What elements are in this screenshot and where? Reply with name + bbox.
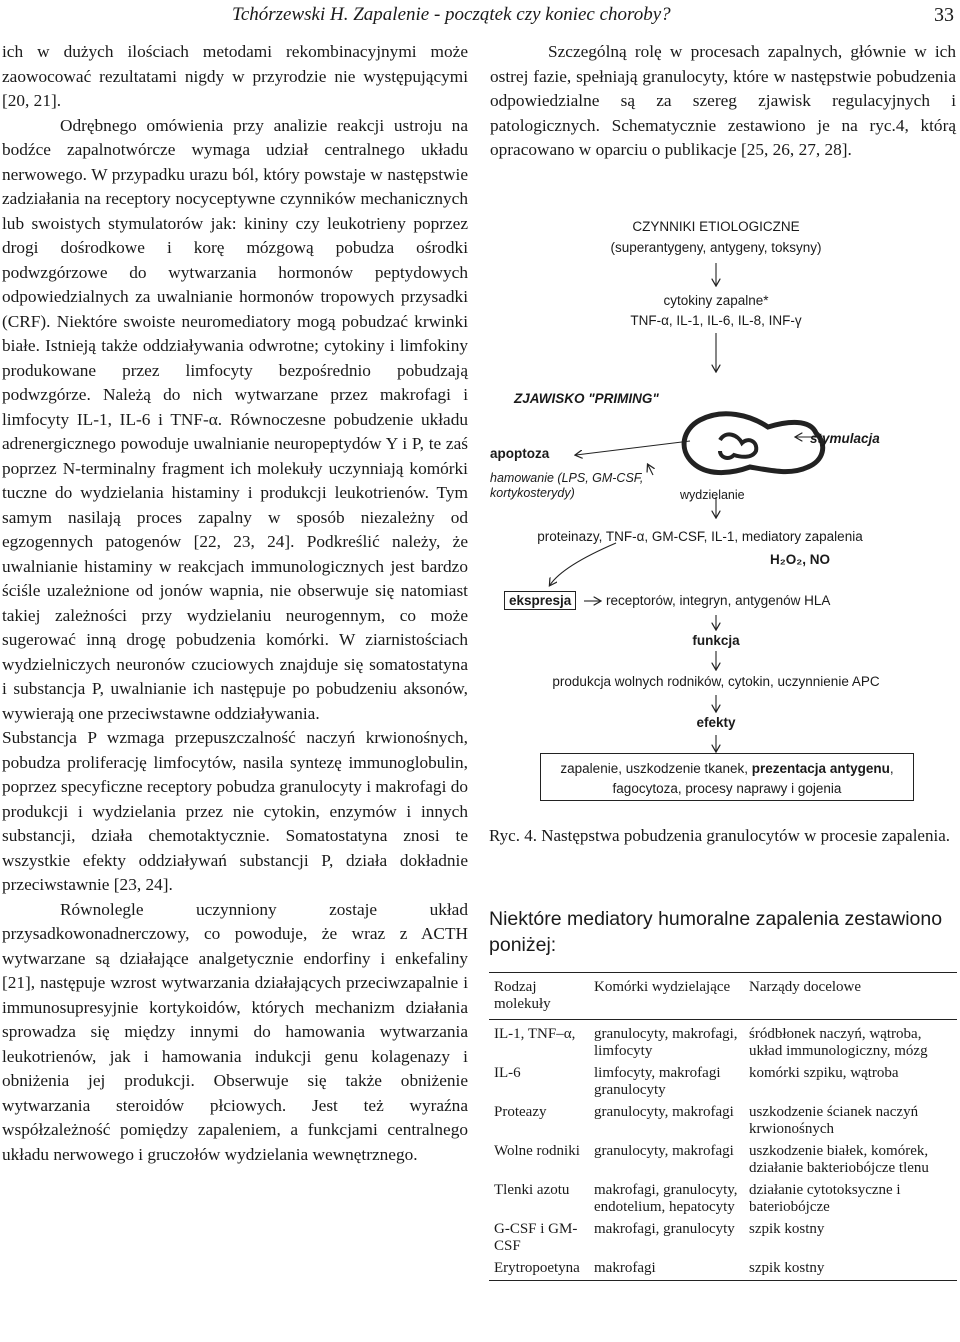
figure-4-diagram: [488, 205, 960, 810]
paragraph: Szczególną rolę w procesach zapalnych, głównie w ich ostrej fazie, spełniają granulocyty, które w następstwie pobudzenia odpowiedzialne są za szereg zjawisk regulacyjnych i patologicznych. Schematycznie zestawiono je na ryc.4, którą opracowano w oparciu o publikacje [25, 26, 27, 28].: [490, 42, 956, 159]
secretion-label: wydzielanie: [680, 488, 745, 502]
left-column: [2, 40, 468, 1167]
table-cell: Erytropoetyna: [489, 1258, 589, 1281]
table-header: Narządy docelowe: [744, 973, 957, 1020]
effects-label: efekty: [696, 715, 736, 730]
table-cell: Wolne rodniki: [494, 1143, 580, 1159]
page-header: [0, 0, 960, 32]
table-cell: działanie cytotoksyczne i bateriobójcze: [749, 1182, 901, 1215]
effects-text-comma: ,: [889, 761, 894, 776]
table-cell: szpik kostny: [749, 1221, 825, 1237]
table-row: [489, 1102, 957, 1141]
table-cell: makrofagi: [589, 1258, 744, 1281]
arrow: [648, 465, 653, 475]
running-title: Tchórzewski H. Zapalenie - początek czy koniec choroby?: [232, 4, 671, 25]
table-header-row: [489, 973, 957, 1020]
table-cell: uszkodzenie białek, komórek, działanie bakteriobójcze tlenu: [749, 1143, 929, 1176]
table-cell: granulocyty, makrofagi: [594, 1104, 734, 1120]
effects-text-1: zapalenie, uszkodzenie tkanek,: [560, 761, 752, 776]
stimulation-label: stymulacja: [810, 431, 880, 446]
table-cell: komórki szpiku, wątroba: [749, 1065, 899, 1081]
table-cell: Tlenki azotu: [494, 1182, 570, 1198]
effects-text-bold: prezentacja antygenu: [751, 761, 890, 776]
receptors-label: receptorów, integryn, antygenów HLA: [606, 593, 831, 608]
table-cell: G-CSF i GM-CSF: [494, 1221, 578, 1254]
function-label: funkcja: [692, 633, 740, 648]
table-header: Komórki wydzielające: [589, 973, 744, 1020]
paragraph: Równolegle uczynniony zostaje układ przysadkowonadnerczowy, co powoduje, że wraz z ACTH wytwarzane są działające analgetycznie endorfiny i enkefaliny [21], następuje wzrost wytwarzania działających przeciwzapalnie i immunosupresyjnie kortykoidów, których mechanizm działania sprowadza się między innymi do hamowania wytwarzania leukotrienów, jak i hamowania indukcji genu kolagenazy i obniżenia jej produkcji. Obserwuje się także obniżenie wytwarzania steroidów płciowych. Jest też wyraźna współzależność pomiędzy zapaleniem, a funkcjami centralnego układu nerwowego i gruczołów wydzielania wewnętrznego.: [2, 899, 468, 1164]
table-row: [489, 1180, 957, 1219]
expression-box: ekspresja: [504, 591, 576, 610]
table-cell: uszkodzenie ścianek naczyń krwionośnych: [749, 1104, 919, 1137]
table-cell: Proteazy: [494, 1104, 547, 1120]
table-cell: szpik kostny: [744, 1258, 957, 1281]
table-header: Rodzaj molekuły: [489, 973, 589, 1020]
inhibition-label-2: kortykosterydy): [490, 486, 575, 500]
effects-box: [540, 753, 914, 801]
table-cell: granulocyty, makrofagi, limfocyty: [594, 1026, 738, 1059]
arrow: [550, 543, 616, 585]
inhibition-label: hamowanie (LPS, GM-CSF,: [490, 471, 644, 485]
table-row: [489, 1219, 957, 1258]
cytokines-list: TNF-α, IL-1, IL-6, IL-8, INF-γ: [630, 313, 802, 328]
production-label: produkcja wolnych rodników, cytokin, uczynnienie APC: [552, 674, 880, 689]
table-row: [489, 1258, 957, 1281]
arrow: [576, 441, 690, 455]
right-column-intro: [490, 40, 956, 163]
table-cell: IL-6: [494, 1065, 521, 1081]
table-row: [489, 1141, 957, 1180]
table-cell: limfocyty, makrofagi granulocyty: [594, 1065, 721, 1098]
paragraph: ich w dużych ilościach metodami rekombinacyjnymi może zaowocować rezultatami nigdy w przyrodzie nie występującymi [20, 21].: [2, 42, 468, 110]
table-cell: makrofagi, granulocyty, endotelium, hepatocyty: [594, 1182, 738, 1215]
table-row: [489, 1063, 957, 1102]
table-cell: makrofagi, granulocyty: [594, 1221, 735, 1237]
paragraph: Substancja P wzmaga przepuszczalność naczyń krwionośnych, pobudza proliferację limfocytów, nasila syntezę immunoglobulin, poprzez specyficzne receptory pobudza granulocyty i makrofagi do produkcji i wydzielania przez nie cytokin, enzymów i innych substancji, działa chemotaktycznie. Somatostatyna znosi te wszystkie efekty oddziaływań substancji P, działa dokładnie przeciwstawnie [23, 24].: [2, 728, 468, 894]
paragraph: Odrębnego omówienia przy analizie reakcji ustroju na bodźce zapalnotwórcze wymaga udział centralnego układu nerwowego. W przypadku urazu ból, który powstaje w następstwie zadziałania na receptory nocyceptywne czynników mechanicznych lub swoistych stymulatorów jak: kininy czy leukotrieny poprzez drogi dośrodkowe i korę mózgową pobudza ośrodki podwzgórzowe do wytwarzania hormonów peptydowych odpowiedzialnych za uwalnianie hormonów tropowych przysadki (CRF). Niektóre swoiste neuromediatory mogą pobudzać krwinki białe. Istnieją także oddziaływania odwrotne; cytokiny i limfokiny produkowane przez limfocyty bezpośrednio pobudzają podwzgórze. Należą do nich wytwarzane przez makrofagi i limfocyty IL-1, IL-6 i TNF-α. Równoczesne pobudzenie układu adrenergicznego powoduje uwalnianie neuropeptydów Y i P, te zaś poprzez N-terminalny fragment ich molekuły uczynniają komórki tuczne do wydzielania histaminy i produkcji leukotrienów. Tym samym nasilają proces zapalny w sposób niezależny od egzogennych patogenów [22, 23, 24]. Podkreślić należy, że uwalnianie histaminy w reakcjach immunologicznych jest bardzo ściśle uzależnione od jonów wapnia, nie obserwuje się natomiast takiej zależności przy wydzielaniu neurogennym, co może sugerować inną drogę pobudzenia komórki. W ziarnistościach wydzielniczych neuronów czuciowych znajduje się somatostatyna i substancja P, uwalnianie ich następuje po pobudzeniu aksonów, wywierają one przeciwstawne oddziaływania.: [2, 115, 468, 723]
table-row: [489, 1020, 957, 1064]
table-intro: Niektóre mediatory humoralne zapalenia zestawiono poniżej:: [489, 908, 943, 956]
etiology-title: CZYNNIKI ETIOLOGICZNE: [632, 219, 800, 234]
page-number: 33: [934, 4, 954, 26]
table-cell: śródbłonek naczyń, wątroba, układ immunologiczny, mózg: [749, 1026, 928, 1059]
mediators-label: proteinazy, TNF-α, GM-CSF, IL-1, mediatory zapalenia: [537, 529, 863, 544]
h2o2-label: H₂O₂, NO: [770, 552, 830, 567]
granulocyte-nucleus: [720, 434, 756, 458]
mediators-table: [489, 972, 957, 1281]
table-cell: granulocyty, makrofagi: [594, 1143, 734, 1159]
apoptosis-label: apoptoza: [490, 446, 550, 461]
effects-text-2: fagocytoza, procesy naprawy i gojenia: [612, 781, 842, 796]
table-cell: IL-1, TNF–α,: [494, 1026, 576, 1042]
figure-caption: Ryc. 4. Następstwa pobudzenia granulocytów w procesie zapalenia.: [489, 826, 950, 845]
priming-label: ZJAWISKO "PRIMING": [514, 391, 659, 406]
etiology-subtitle: (superantygeny, antygeny, toksyny): [610, 240, 822, 255]
cytokines-title: cytokiny zapalne*: [663, 293, 769, 308]
